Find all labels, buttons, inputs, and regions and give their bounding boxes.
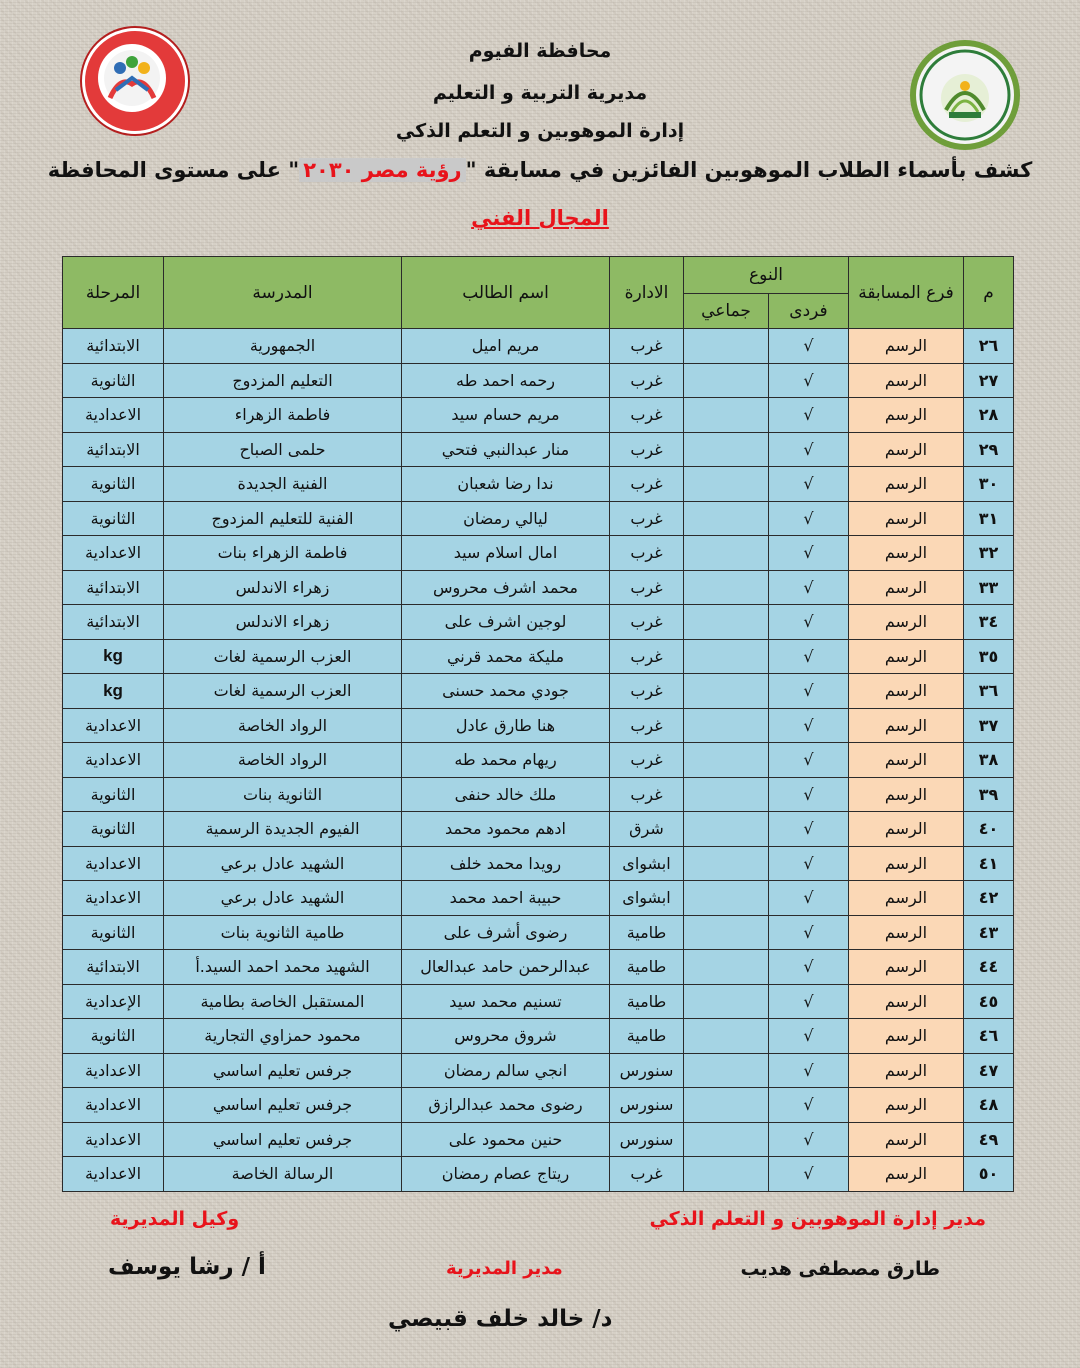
row-admin: ابشواى [610, 881, 684, 916]
row-number: ٤٣ [964, 915, 1014, 950]
row-admin: ابشواى [610, 846, 684, 881]
row-school: جرفس تعليم اساسي [164, 1088, 402, 1123]
row-stage: الاعدادية [63, 846, 164, 881]
row-school: الشهيد محمد احمد السيد.أ [164, 950, 402, 985]
table-row [63, 605, 1014, 640]
row-group [684, 329, 769, 364]
row-school: فاطمة الزهراء [164, 398, 402, 433]
row-number: ٣٨ [964, 743, 1014, 778]
row-school: المستقبل الخاصة بطامية [164, 984, 402, 1019]
row-branch: الرسم [849, 329, 964, 364]
row-number: ٤٨ [964, 1088, 1014, 1123]
governorate-heading: محافظة الفيوم [468, 40, 612, 62]
row-admin: شرق [610, 812, 684, 847]
row-branch: الرسم [849, 639, 964, 674]
row-stage: الابتدائية [63, 432, 164, 467]
row-school: محمود حمزاوي التجارية [164, 1019, 402, 1054]
row-stage: الثانوية [63, 915, 164, 950]
row-group [684, 812, 769, 847]
row-stage: الثانوية [63, 777, 164, 812]
row-number: ٤٥ [964, 984, 1014, 1019]
row-stage: الثانوية [63, 363, 164, 398]
row-admin: غرب [610, 605, 684, 640]
row-number: ٣٠ [964, 467, 1014, 502]
directorate-heading: مديرية التربية و التعليم [432, 82, 648, 104]
row-group [684, 467, 769, 502]
manager-name: طارق مصطفى هديب [740, 1258, 940, 1280]
row-stage: الاعدادية [63, 1122, 164, 1157]
row-admin: غرب [610, 467, 684, 502]
row-admin: طامية [610, 915, 684, 950]
row-student-name: جودي محمد حسنى [402, 674, 610, 709]
row-stage: الاعدادية [63, 398, 164, 433]
row-number: ٢٦ [964, 329, 1014, 364]
row-branch: الرسم [849, 1157, 964, 1192]
row-branch: الرسم [849, 467, 964, 502]
row-school: جرفس تعليم اساسي [164, 1053, 402, 1088]
row-branch: الرسم [849, 501, 964, 536]
table-row [63, 674, 1014, 709]
row-number: ٣٥ [964, 639, 1014, 674]
row-individual: √ [769, 536, 849, 571]
table-row [63, 708, 1014, 743]
row-student-name: ليالي رمضان [402, 501, 610, 536]
row-admin: طامية [610, 1019, 684, 1054]
row-number: ٤٧ [964, 1053, 1014, 1088]
row-group [684, 1019, 769, 1054]
row-admin: طامية [610, 984, 684, 1019]
row-branch: الرسم [849, 881, 964, 916]
header-type: النوع [684, 257, 849, 294]
row-admin: غرب [610, 536, 684, 571]
row-school: الرواد الخاصة [164, 708, 402, 743]
title-before: كشف بأسماء الطلاب الموهوبين الفائزين في مسابقة " [465, 158, 1033, 182]
row-number: ٣١ [964, 501, 1014, 536]
row-individual: √ [769, 398, 849, 433]
row-group [684, 1088, 769, 1123]
row-group [684, 846, 769, 881]
table-row [63, 432, 1014, 467]
row-stage: الإعدادية [63, 984, 164, 1019]
row-school: الشهيد عادل برعي [164, 846, 402, 881]
table-row [63, 950, 1014, 985]
row-branch: الرسم [849, 1019, 964, 1054]
winners-table [62, 256, 1014, 1192]
table-row [63, 743, 1014, 778]
row-individual: √ [769, 432, 849, 467]
row-student-name: مريم اميل [402, 329, 610, 364]
row-admin: غرب [610, 363, 684, 398]
row-school: العزب الرسمية لغات [164, 674, 402, 709]
row-admin: غرب [610, 1157, 684, 1192]
row-individual: √ [769, 915, 849, 950]
row-student-name: رويدا محمد خلف [402, 846, 610, 881]
row-student-name: رحمه احمد طه [402, 363, 610, 398]
table-row [63, 536, 1014, 571]
row-stage: الاعدادية [63, 708, 164, 743]
title-highlight: رؤية مصر ٢٠٣٠ [299, 158, 465, 182]
row-number: ٤٤ [964, 950, 1014, 985]
row-student-name: منار عبدالنبي فتحي [402, 432, 610, 467]
row-individual: √ [769, 501, 849, 536]
table-row [63, 1019, 1014, 1054]
row-group [684, 536, 769, 571]
row-student-name: هنا طارق عادل [402, 708, 610, 743]
table-row [63, 881, 1014, 916]
row-branch: الرسم [849, 432, 964, 467]
row-individual: √ [769, 1088, 849, 1123]
row-individual: √ [769, 570, 849, 605]
table-row [63, 1157, 1014, 1192]
row-number: ٣٤ [964, 605, 1014, 640]
row-individual: √ [769, 639, 849, 674]
table-row [63, 501, 1014, 536]
row-admin: غرب [610, 570, 684, 605]
row-stage: الاعدادية [63, 536, 164, 571]
title-after: " على مستوى المحافظة [47, 158, 300, 182]
row-student-name: لوجين اشرف على [402, 605, 610, 640]
row-number: ٤١ [964, 846, 1014, 881]
row-admin: غرب [610, 639, 684, 674]
table-row [63, 1122, 1014, 1157]
header-m: م [964, 257, 1014, 329]
row-admin: غرب [610, 708, 684, 743]
deputy-title: وكيل المديرية [110, 1208, 240, 1230]
row-admin: سنورس [610, 1053, 684, 1088]
row-student-name: عبدالرحمن حامد عبدالعال [402, 950, 610, 985]
row-stage: الثانوية [63, 501, 164, 536]
table-row [63, 570, 1014, 605]
row-admin: سنورس [610, 1088, 684, 1123]
row-branch: الرسم [849, 1122, 964, 1157]
row-number: ٢٩ [964, 432, 1014, 467]
row-individual: √ [769, 1122, 849, 1157]
row-individual: √ [769, 984, 849, 1019]
row-student-name: رضوى محمد عبدالرازق [402, 1088, 610, 1123]
row-group [684, 674, 769, 709]
row-admin: غرب [610, 743, 684, 778]
row-branch: الرسم [849, 708, 964, 743]
row-student-name: ادهم محمود محمد [402, 812, 610, 847]
row-school: الرواد الخاصة [164, 743, 402, 778]
row-school: الشهيد عادل برعي [164, 881, 402, 916]
row-admin: غرب [610, 329, 684, 364]
row-branch: الرسم [849, 570, 964, 605]
row-group [684, 398, 769, 433]
row-individual: √ [769, 777, 849, 812]
table-row [63, 846, 1014, 881]
row-individual: √ [769, 467, 849, 502]
row-stage: kg [63, 639, 164, 674]
row-student-name: ملك خالد حنفى [402, 777, 610, 812]
row-number: ٣٧ [964, 708, 1014, 743]
row-number: ٢٨ [964, 398, 1014, 433]
row-school: فاطمة الزهراء بنات [164, 536, 402, 571]
row-student-name: تسنيم محمد سيد [402, 984, 610, 1019]
row-stage: الابتدائية [63, 570, 164, 605]
row-stage: الاعدادية [63, 1088, 164, 1123]
row-stage: الثانوية [63, 467, 164, 502]
row-individual: √ [769, 329, 849, 364]
table-row [63, 1088, 1014, 1123]
row-school: الجمهورية [164, 329, 402, 364]
row-school: حلمى الصباح [164, 432, 402, 467]
row-student-name: مليكة محمد قرني [402, 639, 610, 674]
row-group [684, 881, 769, 916]
header-stage: المرحلة [63, 257, 164, 329]
row-student-name: رضوى أشرف على [402, 915, 610, 950]
row-individual: √ [769, 846, 849, 881]
row-group [684, 708, 769, 743]
row-stage: الابتدائية [63, 950, 164, 985]
row-number: ٣٣ [964, 570, 1014, 605]
row-student-name: محمد اشرف محروس [402, 570, 610, 605]
row-school: الفيوم الجديدة الرسمية [164, 812, 402, 847]
row-group [684, 1157, 769, 1192]
header-admin: الادارة [610, 257, 684, 329]
row-school: زهراء الاندلس [164, 605, 402, 640]
row-stage: الاعدادية [63, 881, 164, 916]
row-branch: الرسم [849, 363, 964, 398]
row-group [684, 1122, 769, 1157]
header-individual: فردى [769, 294, 849, 329]
row-individual: √ [769, 812, 849, 847]
row-student-name: شروق محروس [402, 1019, 610, 1054]
row-student-name: حنين محمود على [402, 1122, 610, 1157]
page-title [0, 158, 1080, 182]
row-branch: الرسم [849, 846, 964, 881]
table-row [63, 984, 1014, 1019]
table-row [63, 398, 1014, 433]
row-school: جرفس تعليم اساسي [164, 1122, 402, 1157]
row-group [684, 639, 769, 674]
header-name: اسم الطالب [402, 257, 610, 329]
row-stage: kg [63, 674, 164, 709]
row-group [684, 363, 769, 398]
row-school: الرسالة الخاصة [164, 1157, 402, 1192]
row-number: ٤٠ [964, 812, 1014, 847]
row-group [684, 915, 769, 950]
row-individual: √ [769, 743, 849, 778]
row-individual: √ [769, 1019, 849, 1054]
row-number: ٤٩ [964, 1122, 1014, 1157]
row-number: ٥٠ [964, 1157, 1014, 1192]
header-branch: فرع المسابقة [849, 257, 964, 329]
table-row [63, 467, 1014, 502]
field-subtitle: المجال الفني [471, 206, 609, 230]
row-branch: الرسم [849, 812, 964, 847]
row-stage: الثانوية [63, 1019, 164, 1054]
row-admin: غرب [610, 398, 684, 433]
row-number: ٤٦ [964, 1019, 1014, 1054]
row-individual: √ [769, 674, 849, 709]
row-school: طامية الثانوية بنات [164, 915, 402, 950]
row-student-name: ندا رضا شعبان [402, 467, 610, 502]
table-row [63, 777, 1014, 812]
row-school: زهراء الاندلس [164, 570, 402, 605]
row-group [684, 984, 769, 1019]
row-branch: الرسم [849, 1088, 964, 1123]
header-school: المدرسة [164, 257, 402, 329]
row-student-name: امال اسلام سيد [402, 536, 610, 571]
row-group [684, 432, 769, 467]
row-stage: الاعدادية [63, 1157, 164, 1192]
row-stage: الابتدائية [63, 605, 164, 640]
row-group [684, 777, 769, 812]
director-name: د/ خالد خلف قبيصي [388, 1306, 613, 1332]
row-individual: √ [769, 605, 849, 640]
table-row [63, 915, 1014, 950]
row-number: ٣٩ [964, 777, 1014, 812]
header-group: جماعي [684, 294, 769, 329]
row-individual: √ [769, 363, 849, 398]
row-stage: الابتدائية [63, 329, 164, 364]
row-student-name: مريم حسام سيد [402, 398, 610, 433]
row-school: الفنية الجديدة [164, 467, 402, 502]
row-branch: الرسم [849, 777, 964, 812]
row-number: ٣٦ [964, 674, 1014, 709]
row-stage: الاعدادية [63, 743, 164, 778]
row-individual: √ [769, 708, 849, 743]
row-stage: الاعدادية [63, 1053, 164, 1088]
row-admin: غرب [610, 777, 684, 812]
row-group [684, 605, 769, 640]
row-group [684, 570, 769, 605]
row-school: التعليم المزدوج [164, 363, 402, 398]
row-stage: الثانوية [63, 812, 164, 847]
row-branch: الرسم [849, 743, 964, 778]
row-admin: غرب [610, 501, 684, 536]
row-branch: الرسم [849, 674, 964, 709]
row-school: الثانوية بنات [164, 777, 402, 812]
row-branch: الرسم [849, 398, 964, 433]
row-individual: √ [769, 950, 849, 985]
table-row [63, 1053, 1014, 1088]
row-number: ٢٧ [964, 363, 1014, 398]
row-admin: غرب [610, 674, 684, 709]
row-branch: الرسم [849, 536, 964, 571]
row-admin: طامية [610, 950, 684, 985]
row-group [684, 1053, 769, 1088]
row-number: ٣٢ [964, 536, 1014, 571]
row-individual: √ [769, 1053, 849, 1088]
row-student-name: ريهام محمد طه [402, 743, 610, 778]
row-branch: الرسم [849, 950, 964, 985]
row-individual: √ [769, 881, 849, 916]
row-school: العزب الرسمية لغات [164, 639, 402, 674]
row-student-name: ريتاج عصام رمضان [402, 1157, 610, 1192]
row-branch: الرسم [849, 1053, 964, 1088]
table-row [63, 812, 1014, 847]
row-branch: الرسم [849, 984, 964, 1019]
director-title: مدير المديرية [446, 1258, 563, 1279]
row-admin: غرب [610, 432, 684, 467]
row-branch: الرسم [849, 605, 964, 640]
row-student-name: حبيبة احمد محمد [402, 881, 610, 916]
manager-title: مدير إدارة الموهوبين و التعلم الذكي [649, 1208, 986, 1230]
row-school: الفنية للتعليم المزدوج [164, 501, 402, 536]
row-admin: سنورس [610, 1122, 684, 1157]
row-branch: الرسم [849, 915, 964, 950]
table-row [63, 639, 1014, 674]
row-student-name: انجي سالم رمضان [402, 1053, 610, 1088]
row-group [684, 950, 769, 985]
table-row [63, 329, 1014, 364]
row-number: ٤٢ [964, 881, 1014, 916]
row-group [684, 743, 769, 778]
department-heading: إدارة الموهوبين و التعلم الذكي [395, 120, 685, 142]
deputy-name: أ / رشا يوسف [108, 1254, 266, 1280]
table-row [63, 363, 1014, 398]
row-individual: √ [769, 1157, 849, 1192]
row-group [684, 501, 769, 536]
